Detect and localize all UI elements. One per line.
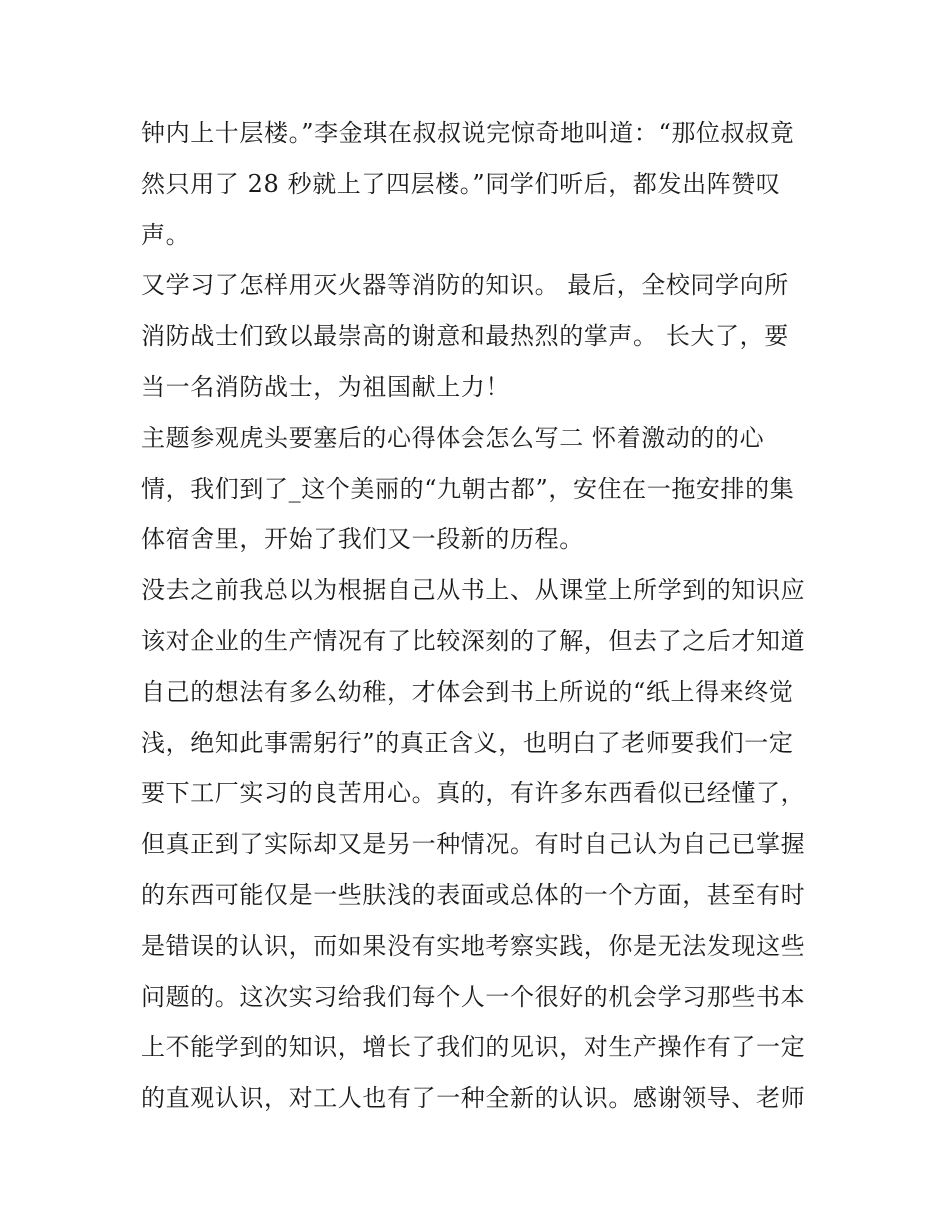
text-line: 钟内上十层楼。”李金琪在叔叔说完惊奇地叫道：“那位叔叔竟 — [141, 119, 795, 147]
text-line: 是错误的认识，而如果没有实地考察实践，你是无法发现这些 — [141, 931, 806, 960]
text-line: 体宿舍里，开始了我们又一段新的历程。 — [141, 525, 584, 554]
text-line: 然只用了 28 秒就上了四层楼。”同学们听后，都发出阵赞叹 — [141, 169, 781, 198]
text-line: 浅，绝知此事需躬行”的真正含义，也明白了老师要我们一定 — [141, 728, 794, 757]
text-line: 该对企业的生产情况有了比较深刻的了解，但去了之后才知道 — [141, 626, 806, 655]
text-line: 上不能学到的知识，增长了我们的见识，对生产操作有了一定 — [141, 1033, 806, 1062]
text-line: 但真正到了实际却又是另一种情况。有时自己认为自己已掌握 — [141, 830, 806, 859]
text-line: 自己的想法有多么幼稚，才体会到书上所说的“纸上得来终觉 — [141, 677, 794, 706]
text-line: 情，我们到了_这个美丽的“九朝古都”，安住在一拖安排的集 — [141, 474, 795, 503]
text-line: 消防战士们致以最崇高的谢意和最热烈的掌声。 长大了，要 — [141, 322, 789, 351]
text-line: 当一名消防战士，为祖国献上力！ — [141, 372, 510, 401]
document-body — [141, 108, 821, 1124]
text-line: 没去之前我总以为根据自己从书上、从课堂上所学到的知识应 — [141, 576, 806, 605]
text-line: 的东西可能仅是一些肤浅的表面或总体的一个方面，甚至有时 — [141, 880, 806, 909]
text-line: 主题参观虎头要塞后的心得体会怎么写二 怀着激动的的心 — [141, 423, 765, 452]
text-line: 的直观认识，对工人也有了一种全新的认识。感谢领导、老师 — [141, 1084, 806, 1113]
text-line: 又学习了怎样用灭火器等消防的知识。 最后，全校同学向所 — [141, 271, 789, 300]
text-line: 声。 — [141, 220, 191, 249]
text-line: 要下工厂实习的良苦用心。真的，有许多东西看似已经懂了， — [141, 779, 806, 808]
text-line: 问题的。这次实习给我们每个人一个很好的机会学习那些书本 — [141, 982, 806, 1011]
